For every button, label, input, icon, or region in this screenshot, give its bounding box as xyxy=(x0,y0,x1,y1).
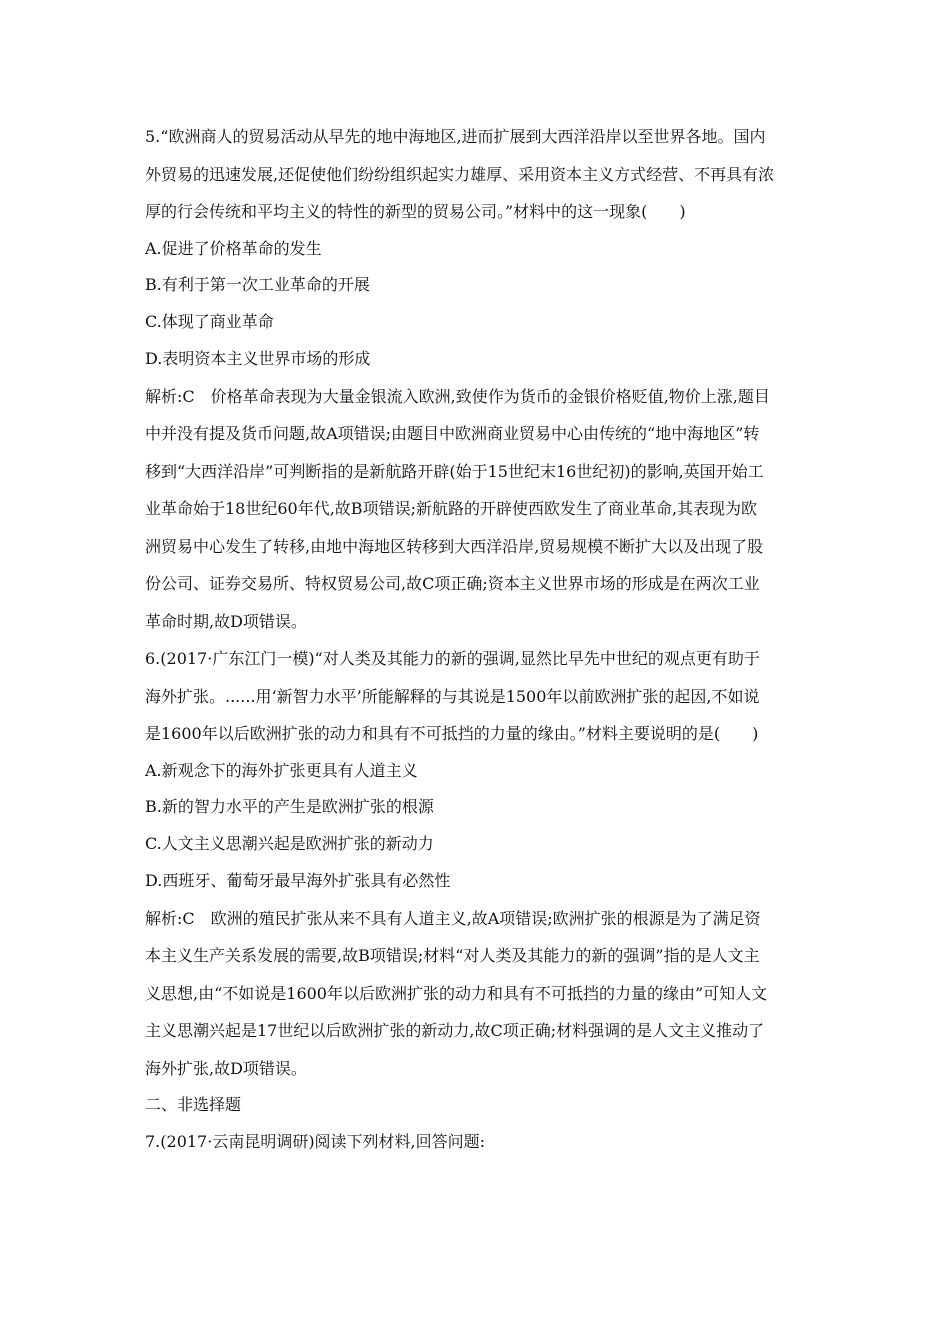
question-7-stem: 7.(2017·云南昆明调研)阅读下列材料,回答问题: xyxy=(145,1132,486,1152)
question-6 xyxy=(145,640,813,1087)
question-5 xyxy=(145,118,813,640)
analysis-line: 解析:C 价格革命表现为大量金银流入欧洲,致使作为货币的金银价格贬值,物价上涨,题目 xyxy=(145,386,770,406)
analysis-line: 本主义生产关系发展的需要,故B项错误;材料“对人类及其能力的新的强调”指的是人文主 xyxy=(145,946,760,966)
analysis-line: 业革命始于18世纪60年代,故B项错误;新航路的开辟使西欧发生了商业革命,其表现为欧 xyxy=(145,499,758,519)
option-b: B.有利于第一次工业革命的开展 xyxy=(145,275,370,295)
analysis-line: 革命时期,故D项错误。 xyxy=(145,611,307,631)
section-heading: 二、非选择题 xyxy=(145,1095,242,1115)
option-d: D.西班牙、葡萄牙最早海外扩张具有必然性 xyxy=(145,871,451,891)
analysis-line: 海外扩张,故D项错误。 xyxy=(145,1058,307,1078)
option-c: C.人文主义思潮兴起是欧洲扩张的新动力 xyxy=(145,834,434,854)
analysis-line: 解析:C 欧洲的殖民扩张从来不具有人道主义,故A项错误;欧洲扩张的根源是为了满足资 xyxy=(145,908,761,928)
option-b: B.新的智力水平的产生是欧洲扩张的根源 xyxy=(145,797,434,817)
analysis-line: 主义思潮兴起是17世纪以后欧洲扩张的新动力,故C项正确;材料强调的是人文主义推动了 xyxy=(145,1021,765,1041)
question-stem-line: 6.(2017·广东江门一模)“对人类及其能力的新的强调,显然比早先中世纪的观点更有助于 xyxy=(145,649,760,669)
analysis-line: 移到“大西洋沿岸”可判断指的是新航路开辟(始于15世纪末16世纪初)的影响,英国开始工 xyxy=(145,461,764,481)
option-d: D.表明资本主义世界市场的形成 xyxy=(145,348,371,368)
question-stem-line: 海外扩张。......用‘新智力水平’所能解释的与其说是1500年以前欧洲扩张的起因,不如说 xyxy=(145,686,760,706)
question-stem-line: 5.“欧洲商人的贸易活动从早先的地中海地区,进而扩展到大西洋沿岸以至世界各地。国内 xyxy=(145,127,766,146)
document-page xyxy=(145,118,813,1161)
analysis-line: 义思想,由“不如说是1600年以后欧洲扩张的动力和具有不可抵挡的力量的缘由”可知人文 xyxy=(145,983,768,1003)
analysis-line: 洲贸易中心发生了转移,由地中海地区转移到大西洋沿岸,贸易规模不断扩大以及出现了股 xyxy=(145,536,764,556)
question-stem-line: 是1600年以后欧洲扩张的动力和具有不可抵挡的力量的缘由。”材料主要说明的是( ) xyxy=(145,724,759,744)
analysis-line: 份公司、证券交易所、特权贸易公司,故C项正确;资本主义世界市场的形成是在两次工业 xyxy=(145,574,760,594)
analysis-line: 中并没有提及货币问题,故A项错误;由题目中欧洲商业贸易中心由传统的“地中海地区”转 xyxy=(145,424,760,444)
option-c: C.体现了商业革命 xyxy=(145,312,274,332)
option-a: A.新观念下的海外扩张更具有人道主义 xyxy=(145,760,418,780)
question-stem-line: 厚的行会传统和平均主义的特性的新型的贸易公司。”材料中的这一现象( ) xyxy=(145,202,686,221)
question-stem-line: 外贸易的迅速发展,还促使他们纷纷组织起实力雄厚、采用资本主义方式经营、不再具有浓 xyxy=(145,164,775,184)
option-a: A.促进了价格革命的发生 xyxy=(145,238,322,258)
